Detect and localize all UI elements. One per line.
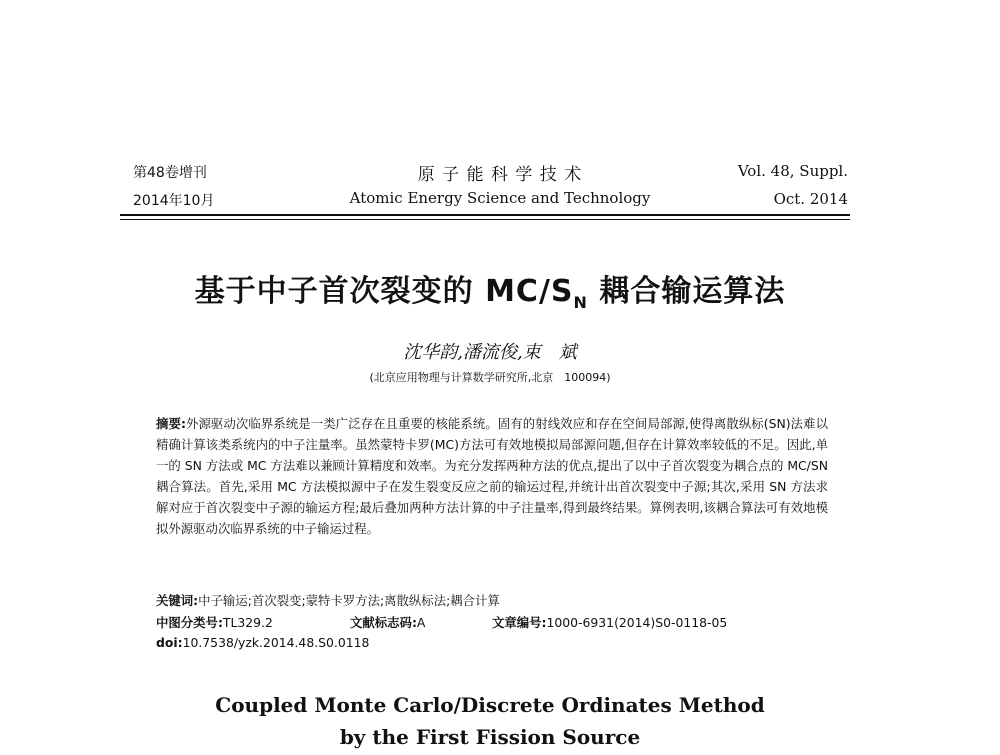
journal-date-en: Oct. 2014 xyxy=(773,190,848,208)
title-subscript: N xyxy=(573,293,588,312)
journal-volume-en: Vol. 48, Suppl. xyxy=(737,162,848,180)
title-suffix: 耦合输运算法 xyxy=(587,274,786,309)
journal-volume-cn: 第48卷增刊 xyxy=(133,165,207,181)
article-number xyxy=(492,613,727,631)
doc-code-value: A xyxy=(416,615,426,630)
title-prefix: 基于中子首次裂变的 MC/S xyxy=(194,274,574,309)
authors: 沈华韵,潘流俊,束 斌 xyxy=(403,342,577,363)
doi-label: doi: xyxy=(156,635,183,650)
header-rule-thin xyxy=(120,219,850,220)
keywords-label: 关键词: xyxy=(156,593,199,608)
abstract-text: 外源驱动次临界系统是一类广泛存在且重要的核能系统。固有的射线效应和存在空间局部源,使得离散纵标(SN)法难以精确计算该类系统内的中子注量率。虽然蒙特卡罗(MC)方法可有效地模拟局部源问题,但存在计算效率较低的不足。因此,单一的 SN 方法或 MC 方法难以兼顾计算精度和效率。为充分发挥两种方法的优点,提出了以中子首次裂变为耦合点的 MC/SN 耦合算法。首先,采用 MC 方法模拟源中子在发生裂变反应之前的输运过程,并统计出首次裂变中子源;其次,采用 SN 方法求解对应于首次裂变中子源的输运方程;最后叠加两种方法计算的中子注量率,得到最终结果。算例表明,该耦合算法可有效地模拟外源驱动次临界系统的中子输运过程。 xyxy=(156,416,828,536)
document-code xyxy=(350,613,425,631)
keywords xyxy=(156,591,500,609)
journal-name-en: Atomic Energy Science and Technology xyxy=(349,189,651,207)
journal-name-cn: 原 子 能 科 学 技 术 xyxy=(417,165,583,185)
clc-label: 中图分类号: xyxy=(156,615,223,630)
affiliation: (北京应用物理与计算数学研究所,北京 100094) xyxy=(369,371,611,384)
abstract-label: 摘要: xyxy=(156,416,186,431)
doi-value: 10.7538/yzk.2014.48.S0.0118 xyxy=(182,635,370,650)
abstract xyxy=(156,413,828,539)
doi xyxy=(156,635,369,650)
clc-value: TL329.2 xyxy=(222,615,273,630)
journal-date-cn: 2014年10月 xyxy=(133,193,215,209)
clc-number xyxy=(156,613,273,631)
paper-title-en-line1: Coupled Monte Carlo/Discrete Ordinates Method xyxy=(215,693,765,717)
header-rule-thick xyxy=(120,214,850,216)
article-no-label: 文章编号: xyxy=(492,615,547,630)
paper-title-cn xyxy=(0,266,980,312)
article-no-value: 1000-6931(2014)S0-0118-05 xyxy=(546,615,728,630)
paper-title-en-line2: by the First Fission Source xyxy=(339,725,641,749)
doc-code-label: 文献标志码: xyxy=(350,615,417,630)
keywords-text: 中子输运;首次裂变;蒙特卡罗方法;离散纵标法;耦合计算 xyxy=(198,593,500,608)
